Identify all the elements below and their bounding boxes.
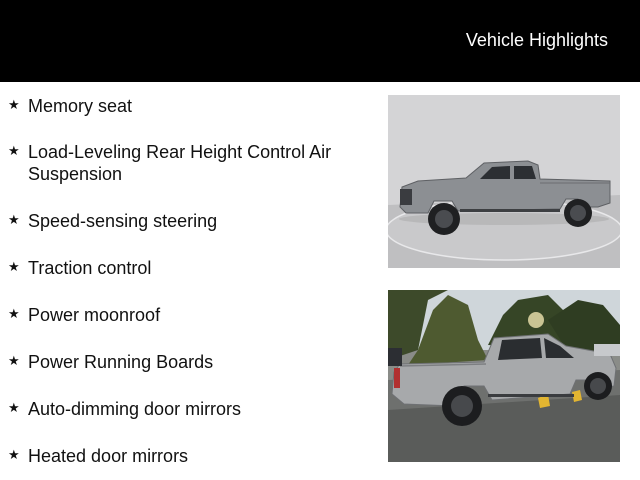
feature-item (8, 398, 358, 420)
header-bar (0, 0, 640, 82)
feature-item (8, 95, 358, 117)
page-title: Vehicle Highlights (465, 30, 608, 50)
star-icon: ★ (8, 400, 20, 415)
feature-label: Heated door mirrors (28, 446, 189, 466)
feature-label: Load-Leveling Rear Height Control Air Suspension (28, 142, 332, 184)
feature-item (8, 141, 358, 185)
feature-item (8, 257, 358, 279)
feature-item (8, 304, 358, 326)
vehicle-photo-outdoor (388, 290, 620, 462)
star-icon: ★ (8, 259, 20, 274)
star-icon: ★ (8, 306, 20, 321)
truck-studio-illustration (388, 95, 620, 268)
star-icon: ★ (8, 447, 20, 462)
star-icon: ★ (8, 97, 20, 112)
feature-label: Power moonroof (28, 305, 161, 325)
feature-label: Speed-sensing steering (28, 211, 218, 231)
star-icon: ★ (8, 143, 20, 158)
truck-outdoor-illustration (388, 290, 620, 462)
star-icon: ★ (8, 353, 20, 368)
feature-label: Power Running Boards (28, 352, 214, 372)
feature-label: Memory seat (28, 96, 133, 116)
feature-item (8, 445, 358, 467)
vehicle-photo-studio (388, 95, 620, 268)
feature-label: Traction control (28, 258, 152, 278)
feature-item (8, 210, 358, 232)
star-icon: ★ (8, 212, 20, 227)
feature-item (8, 351, 358, 373)
feature-label: Auto-dimming door mirrors (28, 399, 242, 419)
